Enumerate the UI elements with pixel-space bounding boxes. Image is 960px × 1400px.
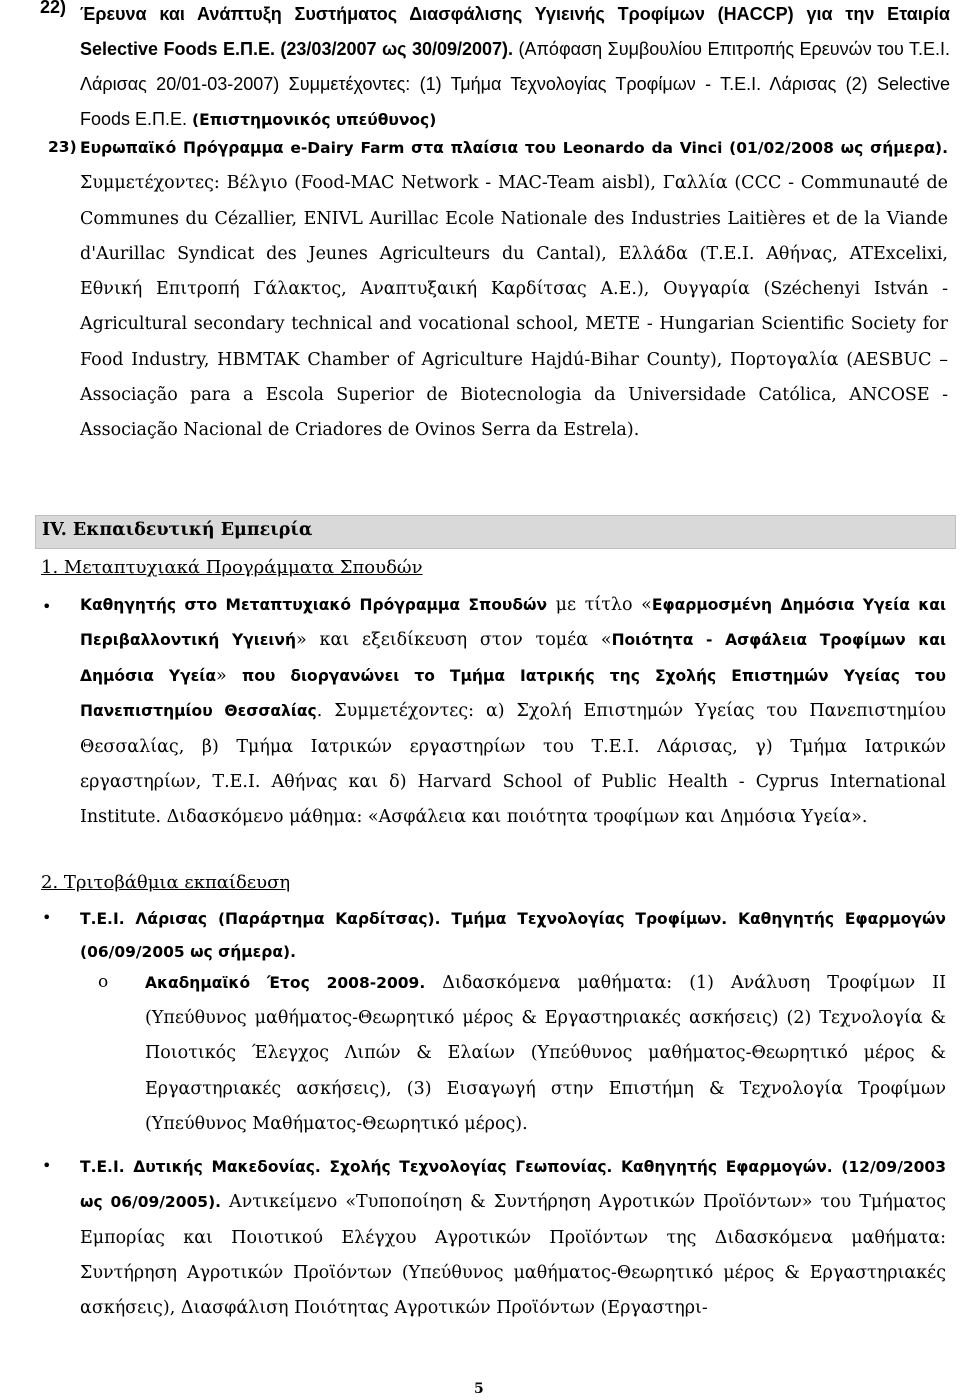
section-heading-box — [35, 515, 956, 549]
item-23-number: 23) — [48, 138, 77, 156]
item-23-title: Ευρωπαϊκό Πρόγραμμα e-Dairy Farm στα πλαίσια του Leonardo da Vinci (01/02/2008 ως σήμερα). — [80, 139, 948, 157]
postgrad-specialization: Ποιότητα - Ασφάλεια Τροφίμων και Δημόσια Υγεία — [80, 631, 946, 685]
postgrad-program: Εφαρμοσμένη Δημόσια Υγεία και Περιβαλλοντική Υγιεινή — [80, 596, 946, 650]
bullet-dot: • — [42, 908, 52, 927]
postgrad-role: Καθηγητής στο Μεταπτυχιακό Πρόγραμμα Σπουδών — [80, 596, 548, 614]
larisa-paragraph — [80, 903, 946, 969]
item-22-paragraph — [80, 0, 950, 138]
postgrad-text-2: » και εξειδίκευση στον τομέα « — [296, 630, 612, 651]
postgrad-text-4: . Συμμετέχοντες: α) Σχολή Επιστημών Υγείας του Πανεπιστημίου Θεσσαλίας, β) Τμήμα Ιατρικών εργαστηρίων του Τ.Ε.Ι. Λάρισας, γ) Τμήμα Ιατρικών εργαστηρίων, Τ.Ε.Ι. Αθήνας και δ) Harvard School of Public Health - Cyprus International Institute. Διδασκόμενο μάθημα: «Ασφάλεια και ποιότητα τροφίμων και Δημόσια Υγεία». — [80, 701, 946, 828]
macedonia-paragraph — [80, 1150, 946, 1326]
postgrad-paragraph — [80, 588, 946, 836]
academic-year-text: Διδασκόμενα μαθήματα: (1) Ανάλυση Τροφίμων ΙΙ (Υπεύθυνος μαθήματος-Θεωρητικό μέρος & Εργαστηριακές ασκήσεις) (2) Τεχνολογία & Ποιοτικός Έλεγχος Λιπών & Ελαίων (Υπεύθυνος μαθήματος-Θεωρητικό μέρος & Εργαστηριακές ασκήσεις), (3) Εισαγωγή στην Επιστήμη & Τεχνολογία Τροφίμων (Υπεύθυνος Μαθήματος-Θεωρητικό μέρος). — [145, 973, 946, 1134]
subsection-1-title: 1. Μεταπτυχιακά Προγράμματα Σπουδών — [41, 557, 423, 578]
postgrad-text-1: με τίτλο « — [547, 595, 652, 615]
academic-year-paragraph — [145, 966, 946, 1142]
item-22-number: 22) — [40, 0, 67, 17]
postgrad-organizer: που διοργανώνει το Τμήμα Ιατρικής της Σχολής Επιστημών Υγείας του Πανεπιστημίου Θεσσαλίας — [80, 666, 946, 721]
macedonia-text: Αντικείμενο «Τυποποίηση & Συντήρηση Αγροτικών Προϊόντων» του Τμήματος Εμπορίας και Ποιοτικού Ελέγχου Αγροτικών Προϊόντων της Διδασκόμενα μαθήματα: Συντήρηση Αγροτικών Προϊόντων (Υπεύθυνος μαθήματος-Θεωρητικό μέρος & Εργαστηριακές ασκήσεις), Διασφάλιση Ποιότητας Αγροτικών Προϊόντων (Εργαστηρι- — [80, 1192, 946, 1319]
item-22-title: Έρευνα και Ανάπτυξη Συστήματος Διασφάλισης Υγιεινής Τροφίμων (HACCP) για την Εταιρία Selective Foods Ε.Π.Ε. (23/03/2007 ως 30/09/2007). — [80, 4, 950, 59]
academic-year-label: Ακαδημαϊκό Έτος 2008-2009. — [145, 974, 426, 992]
bullet-circle: o — [98, 972, 109, 992]
item-22-body: (Απόφαση Συμβουλίου Επιτροπής Ερευνών του Τ.Ε.Ι. Λάρισας 20/01-03-2007) Συμμετέχοντες: (1) Τμήμα Τεχνολογίας Τροφίμων - Τ.Ε.Ι. Λάρισας (2) Selective Foods Ε.Π.Ε. — [80, 39, 951, 129]
larisa-text: Τ.Ε.Ι. Λάρισας (Παράρτημα Καρδίτσας). Τμήμα Τεχνολογίας Τροφίμων. Καθηγητής Εφαρμογών (06/09/2005 ως σήμερα). — [80, 910, 946, 961]
page-number: 5 — [474, 1381, 484, 1397]
item-23-body: Συμμετέχοντες: Βέλγιο (Food-MAC Network - MAC-Team aisbl), Γαλλία (CCC - Communauté de Communes du Cézallier, ENIVL Aurillac Ecole Nationale des Industries Laitières et de la Viande d'Aurillac Syndicat des Jeunes Agriculteurs du Cantal), Ελλάδα (Τ.Ε.Ι. Αθήνας, ATExcelixi, Εθνική Επιτροπή Γάλακτος, Αναπτυξαική Καρδίτσας Α.Ε.), Ουγγαρία (Széchenyi István - Agricultural secondary technical and vocational school, METE - Hungarian Scientific Society for Food Industry, HBMTAK Chamber of Agriculture Hajdú-Bihar County), Πορτογαλία (AESBUC – Associação para a Escola Superior de Biotecnologia da Universidade Católica, ANCOSE - Associação Nacional de Criadores de Ovinos Serra da Estrela). — [80, 173, 948, 441]
subsection-2-title: 2. Τριτοβάθμια εκπαίδευση — [41, 872, 291, 893]
item-23-paragraph — [80, 131, 948, 449]
item-22-role: (Επιστημονικός υπεύθυνος) — [192, 111, 437, 129]
bullet-dot: • — [42, 1156, 52, 1175]
section-heading: IV. Εκπαιδευτική Εμπειρία — [42, 520, 313, 540]
macedonia-label: Τ.Ε.Ι. Δυτικής Μακεδονίας. Σχολής Τεχνολογίας Γεωπονίας. Καθηγητής Εφαρμογών. (12/09/2003 ως 06/09/2005). — [80, 1158, 946, 1212]
postgrad-text-3: » — [216, 665, 242, 686]
bullet-dot: • — [42, 597, 52, 616]
